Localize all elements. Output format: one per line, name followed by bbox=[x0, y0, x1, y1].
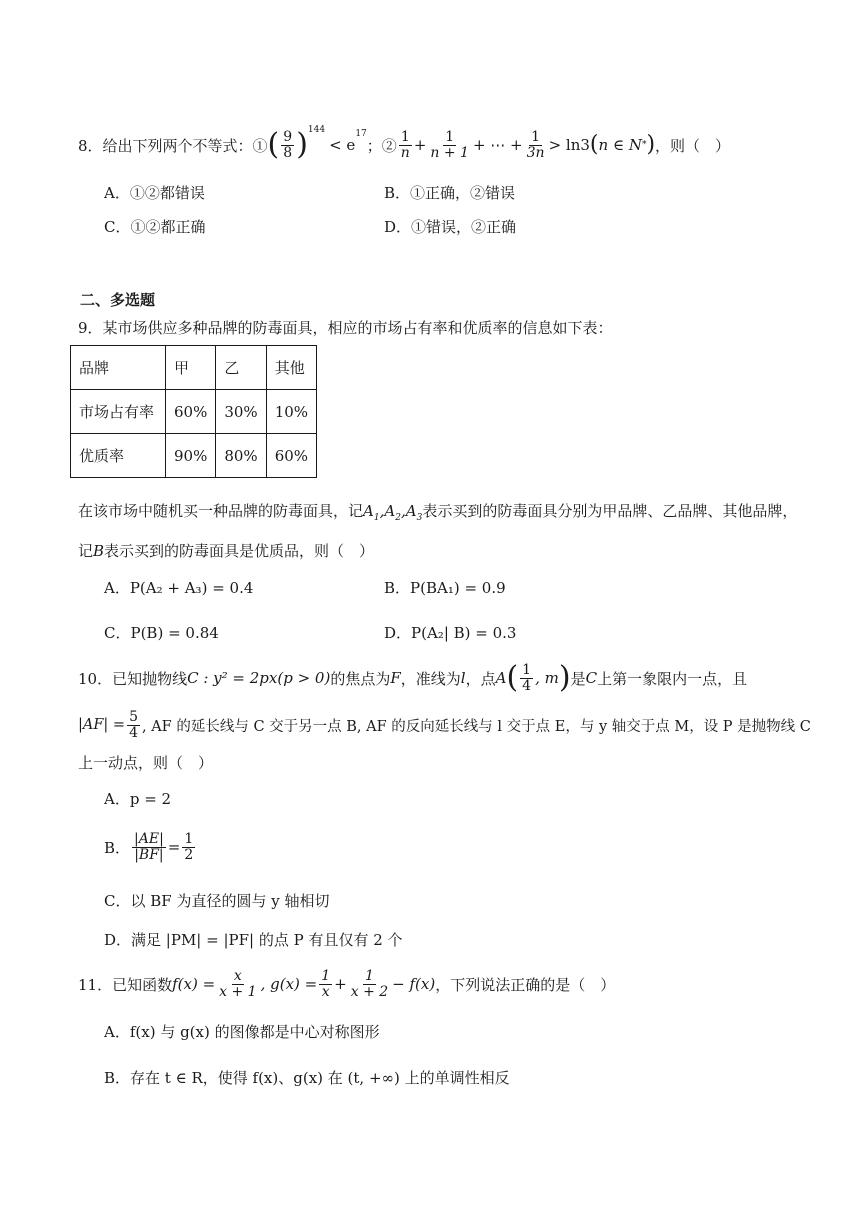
frac-num: 1 bbox=[184, 830, 194, 847]
frac-num: 1 bbox=[321, 967, 331, 984]
table-cell: 10% bbox=[266, 390, 316, 434]
table-cell: 优质率 bbox=[71, 434, 166, 478]
q11-minus-f: − f(x) bbox=[392, 975, 436, 993]
frac-den: 2 bbox=[184, 846, 194, 863]
table-cell: 60% bbox=[166, 390, 216, 434]
table-row bbox=[71, 434, 317, 478]
q9-line3 bbox=[78, 540, 374, 561]
q10-b-rfrac bbox=[182, 832, 195, 862]
table-cell: 80% bbox=[216, 434, 266, 478]
var-letter: A bbox=[363, 502, 374, 520]
q9-line2-b: 表示买到的防毒面具分别为甲品牌、乙品牌、其他品牌， bbox=[422, 502, 798, 520]
q10-point-a: A bbox=[495, 669, 507, 687]
q10-mid4: 是 bbox=[570, 669, 586, 688]
q10-pt-frac bbox=[520, 663, 533, 693]
frac-den: 4 bbox=[522, 677, 532, 694]
frac-num: 1 bbox=[531, 128, 541, 145]
q10-curve-c: C bbox=[585, 669, 598, 687]
q8-frac bbox=[281, 130, 294, 160]
frac-den: x + 1 bbox=[219, 983, 257, 1000]
q8-cond-sup: * bbox=[641, 140, 647, 150]
var-letter: A bbox=[405, 502, 417, 520]
q8-sep: ；② bbox=[366, 136, 397, 155]
table-cell: 市场占有率 bbox=[71, 390, 166, 434]
q9-option-b[interactable]: B．P(BA₁) = 0.9 bbox=[384, 579, 506, 597]
frac-den: x bbox=[321, 983, 330, 1000]
q10-option-b[interactable] bbox=[104, 824, 197, 870]
table-cell: 60% bbox=[266, 434, 316, 478]
frac-num: 1 bbox=[445, 128, 455, 145]
frac-den: |BF| bbox=[134, 846, 164, 863]
q9-stem: 9．某市场供应多种品牌的防毒面具，相应的市场占有率和优质率的信息如下表： bbox=[78, 319, 613, 337]
q8-option-b[interactable]: B．①正确，②错误 bbox=[384, 184, 516, 202]
q10-mid5: 上第一象限内一点，且 bbox=[597, 669, 748, 688]
q8-f3 bbox=[525, 130, 547, 160]
option-label: B． bbox=[104, 838, 131, 857]
q8-plus1: + bbox=[413, 136, 427, 154]
q11-fx-frac bbox=[217, 969, 258, 999]
q10-line1 bbox=[78, 658, 747, 698]
paren-close: ) bbox=[296, 127, 308, 162]
frac-den: n + 1 bbox=[430, 144, 469, 161]
q8-f2 bbox=[428, 130, 471, 160]
frac-num: |AE| bbox=[134, 830, 164, 847]
plus-sign: + bbox=[334, 975, 347, 993]
table-row bbox=[71, 390, 317, 434]
paren-close: ) bbox=[558, 660, 571, 695]
paren-open: ( bbox=[267, 127, 280, 162]
q9-option-c[interactable]: C．P(B) = 0.84 bbox=[104, 624, 219, 642]
frac-den: 4 bbox=[129, 724, 138, 741]
table-cell: 甲 bbox=[166, 346, 216, 390]
q10-b-frac bbox=[132, 832, 166, 862]
q9-option-a[interactable]: A．P(A₂ + A₃) = 0.4 bbox=[104, 579, 254, 597]
q10-line2-b: , AF 的延长线与 C 交于另一点 B, AF 的反向延长线与 l 交于点 E，与 y 轴交于点 M，设 P 是抛物线 C bbox=[141, 718, 811, 735]
q11-g1-frac bbox=[319, 969, 332, 999]
frac-den: n bbox=[400, 144, 410, 161]
q10-line3: 上一动点，则（ ） bbox=[78, 754, 214, 772]
section-title: 二、多选题 bbox=[80, 291, 156, 309]
frac-den: 3n bbox=[526, 144, 545, 161]
q11-gx: , g(x) = bbox=[260, 975, 318, 993]
q8-cond: n ∈ N bbox=[598, 136, 642, 154]
table-cell: 30% bbox=[216, 390, 266, 434]
q11-g2-frac bbox=[349, 969, 390, 999]
q8-option-c[interactable]: C．①②都正确 bbox=[104, 218, 206, 236]
q9-var-a1: $A_1,A_2,A_3$ bbox=[363, 502, 423, 523]
q8-tail: ，则（ ） bbox=[655, 136, 731, 155]
q8-option-a[interactable]: A．①②都错误 bbox=[104, 184, 205, 202]
table-cell: 其他 bbox=[266, 346, 316, 390]
frac-den: x + 2 bbox=[350, 983, 389, 1000]
frac-num: 5 bbox=[129, 708, 138, 725]
q9-line2-a: 在该市场中随机买一种品牌的防毒面具，记 bbox=[78, 502, 364, 520]
q10-line2 bbox=[78, 703, 811, 747]
q10-mid: 的焦点为 bbox=[330, 669, 391, 688]
q8-dots: + ⋯ + bbox=[472, 136, 523, 154]
q10-option-a[interactable]: A．p = 2 bbox=[104, 790, 172, 808]
frac-num: 9 bbox=[283, 128, 293, 145]
q9-var-b: B bbox=[93, 542, 105, 560]
q8-option-d[interactable]: D．①错误，②正确 bbox=[384, 218, 517, 236]
q8-f1 bbox=[399, 130, 412, 160]
q8-stem bbox=[78, 125, 730, 165]
q10-focus: F bbox=[390, 669, 401, 687]
q11-option-b[interactable]: B．存在 t ∈ R，使得 f(x)、g(x) 在 (t, +∞) 上的单调性相反 bbox=[104, 1069, 510, 1087]
paren-open: ( bbox=[506, 660, 519, 695]
q11-fx: f(x) = bbox=[172, 975, 216, 993]
q10-option-c[interactable]: C．以 BF 为直径的圆与 y 轴相切 bbox=[104, 892, 330, 910]
q11-stem bbox=[78, 963, 615, 1005]
q11-tail: ，下列说法正确的是（ ） bbox=[435, 975, 616, 994]
q11-lead: 11．已知函数 bbox=[78, 975, 173, 994]
q8-exp: 144 bbox=[307, 125, 326, 135]
q8-lead: 8．给出下列两个不等式：① bbox=[78, 136, 268, 155]
q10-pt-m: , m bbox=[535, 669, 559, 687]
q9-table bbox=[70, 345, 317, 478]
q10-af: |AF| = bbox=[78, 717, 126, 733]
frac-num: 1 bbox=[400, 128, 410, 145]
frac-den: 8 bbox=[283, 144, 293, 161]
table-header-row bbox=[71, 346, 317, 390]
q8-lt-e: < e bbox=[329, 136, 356, 154]
q9-line2 bbox=[78, 500, 797, 523]
equals-sign: = bbox=[167, 838, 181, 856]
q10-option-d[interactable]: D．满足 |PM| = |PF| 的点 P 有且仅有 2 个 bbox=[104, 931, 403, 949]
q10-lead: 10．已知抛物线 bbox=[78, 669, 188, 688]
q9-line3-b: 表示买到的防毒面具是优质品，则（ ） bbox=[104, 542, 375, 560]
q10-curve: C : y² = 2px(p > 0) bbox=[187, 669, 331, 687]
frac-num: x bbox=[233, 967, 242, 984]
table-cell: 90% bbox=[166, 434, 216, 478]
q10-mid3: ，点 bbox=[465, 669, 496, 688]
table-cell: 品牌 bbox=[71, 346, 166, 390]
paren-close: ) bbox=[646, 132, 656, 157]
frac-num: 1 bbox=[364, 967, 374, 984]
paren-open: ( bbox=[589, 132, 599, 157]
q10-af-frac bbox=[127, 710, 140, 740]
var-letter: A bbox=[384, 502, 396, 520]
q9-line3-a: 记 bbox=[78, 542, 94, 560]
frac-num: 1 bbox=[522, 661, 532, 678]
table-cell: 乙 bbox=[216, 346, 266, 390]
q11-option-a[interactable]: A．f(x) 与 g(x) 的图像都是中心对称图形 bbox=[104, 1023, 380, 1041]
q8-e-exp: 17 bbox=[355, 129, 367, 139]
q8-gt-ln: > ln3 bbox=[548, 136, 590, 154]
q10-mid2: ，准线为 bbox=[400, 669, 461, 688]
q9-option-d[interactable]: D．P(A₂| B) = 0.3 bbox=[384, 624, 517, 642]
q10-directrix: l bbox=[460, 669, 466, 687]
